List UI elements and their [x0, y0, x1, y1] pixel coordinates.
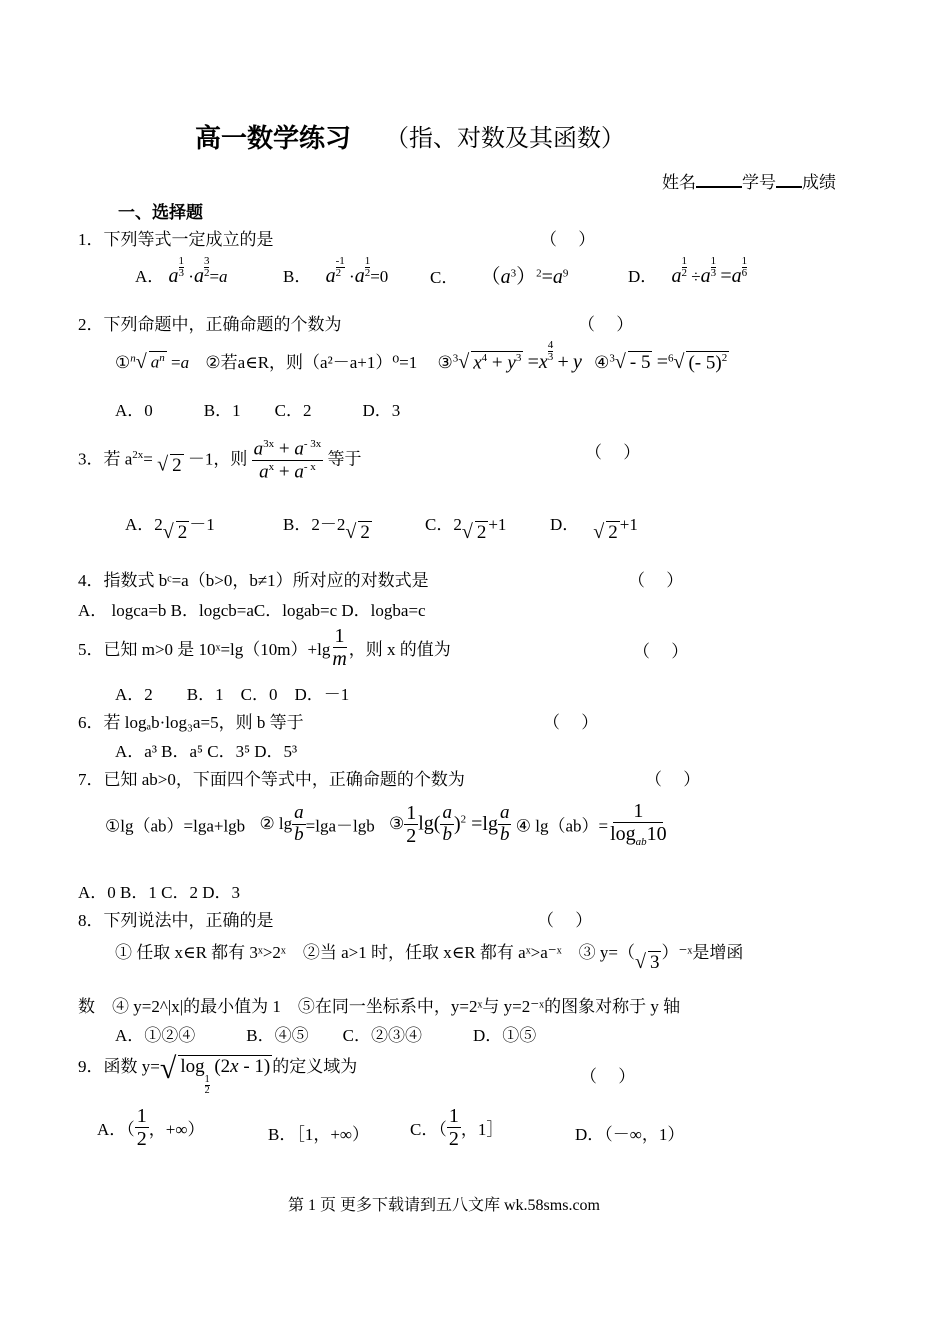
q3-option-c[interactable]: C．2√ 2 +1	[425, 515, 507, 543]
q7-item-2-tail: =lga－lgb	[305, 816, 375, 836]
q3-option-c-label: C．2	[425, 515, 462, 534]
page-title: 高一数学练习	[195, 123, 352, 153]
student-info	[662, 168, 836, 193]
q3-paren: （ ）	[585, 443, 641, 462]
q9-option-c-label: C．（	[410, 1120, 447, 1139]
score-label: 成绩	[802, 173, 836, 192]
page-subtitle: （指、对数及其函数）	[385, 126, 625, 152]
q4-paren: （ ）	[628, 571, 684, 590]
q2-stem: 2．下列命题中，正确命题的个数为	[78, 315, 342, 334]
number-label: 学号	[742, 173, 776, 192]
q3-stem-post: －1，则	[187, 449, 248, 469]
q9-option-c[interactable]: C．（ $\frac{1}{2}$ ，1］	[410, 1105, 504, 1150]
q7-item-3: ③	[389, 814, 405, 834]
q3-option-c-tail: +1	[488, 515, 507, 534]
q9-option-a[interactable]: A．（ $\frac{1}{2}$ ，+∞）	[97, 1105, 205, 1150]
q2-item-4: ④	[594, 353, 610, 372]
q3-option-b[interactable]: B．2－2√ 2	[283, 515, 370, 543]
q8-options: A．①②④ B．④⑤ C．②③④ D．①⑤	[115, 1026, 537, 1045]
q3-stem: 3．若 $a^{2x}=$ √ 2 －1，则 $\frac{a^{3x} + a^{- 3x}}{a^x + a^{- x}}$ 等于	[78, 438, 362, 483]
q7-options: A．0 B．1 C．2 D．3	[78, 883, 240, 902]
q9-option-b[interactable]: B．［1，+∞）	[268, 1125, 370, 1144]
q5-stem: 5．已知 m>0 是 10ˣ=lg（10m）+lg $\frac{1}{m}$ ，则 x 的值为	[78, 625, 451, 670]
q9-paren: （ ）	[580, 1067, 636, 1086]
q3-option-d-label: D．	[550, 515, 580, 534]
q5-stem-pre: 5．已知 m>0 是 10ˣ=lg（10m）+lg	[78, 640, 331, 659]
q1-option-c-label: C．	[430, 268, 459, 287]
q4-options: A． logca=b B．logcb=aC．logab=c D．logba=c	[78, 601, 426, 620]
q7-stem: 7．已知 ab>0，下面四个等式中，正确命题的个数为	[78, 770, 465, 789]
q5-stem-post: ，则 x 的值为	[348, 640, 451, 659]
q4-stem: 4．指数式 bᶜ=a（b>0，b≠1）所对应的对数式是	[78, 571, 429, 590]
q2-paren: （ ）	[578, 315, 634, 334]
q3-stem-end: 等于	[327, 449, 362, 469]
q2-item-3: ③	[437, 353, 453, 372]
q3-stem-eq: =	[143, 449, 153, 469]
q3-stem-pre: 3．若 a	[78, 449, 133, 469]
q3-option-d-tail: +1	[619, 515, 638, 534]
q9-stem: 9．函数 y=√ log $\frac{1}{2}$ (2x - 1) 的定义域为	[78, 1052, 358, 1096]
q1-stem: 1．下列等式一定成立的是	[78, 230, 274, 249]
q1-option-a[interactable]: A． a $\frac{1}{3}$ ·a $\frac{3}{2}$ =a	[135, 255, 228, 287]
q8-stem: 8．下列说法中，正确的是	[78, 911, 274, 930]
q1-option-d[interactable]: D． a $\frac{1}{2}$ ÷a $\frac{1}{3}$ =a $\frac{1}{6}$	[628, 255, 748, 287]
q8-paren: （ ）	[537, 911, 593, 930]
q6-stem: 6．若 logₐb·log₃a=5，则 b 等于	[78, 713, 304, 732]
q1-option-d-label: D．	[628, 267, 658, 286]
q2-item-2-body: a∈R，则（a²－a+1）⁰=1	[237, 353, 418, 372]
q1-paren: （ ）	[540, 230, 596, 249]
q5-paren: （ ）	[633, 642, 689, 661]
q1-option-b[interactable]: B． a $\frac{-1}{2}$ ·a $\frac{1}{2}$ =0	[283, 255, 389, 287]
q5-options: A．2 B．1 C．0 D．－1	[115, 685, 350, 704]
q7-item-4: ④ lg（ab）=	[515, 816, 609, 836]
q7-item-2: ② lg	[259, 814, 293, 834]
q3-option-d[interactable]: D． √ 2 +1	[550, 515, 638, 543]
page-footer: 第 1 页 更多下载请到五八文库 wk.58sms.com	[288, 1197, 601, 1214]
q3-option-a-tail: －1	[189, 515, 215, 534]
q3-option-a[interactable]: A．2√ 2 －1	[125, 515, 215, 543]
q7-item-1: ①lg（ab）=lga+lgb	[105, 816, 246, 836]
q2-options: A．0 B．1 C．2 D．3	[115, 401, 401, 420]
q9-option-a-tail: ，+∞）	[148, 1120, 205, 1139]
section-heading: 一、选择题	[118, 203, 203, 222]
q8-line-2: 数 ④ y=2^|x|的最小值为 1 ⑤在同一坐标系中，y=2ˣ与 y=2⁻ˣ的图象对称于 y 轴	[78, 997, 681, 1016]
name-label: 姓名	[662, 173, 696, 192]
q6-options: A．a³ B．a⁵ C．3⁵ D．5³	[115, 742, 298, 761]
q2-item-2: ②若	[205, 353, 238, 372]
q3-option-a-label: A．2	[125, 515, 163, 534]
q9-option-a-label: A．（	[97, 1120, 135, 1139]
q9-option-d[interactable]: D．（－∞，1）	[575, 1125, 685, 1144]
q8-line-1: ① 任取 x∈R 都有 3ˣ>2ˣ ②当 a>1 时，任取 x∈R 都有 aˣ>a⁻ˣ ③ y=（√ 3 ）⁻ˣ是增函	[115, 943, 744, 973]
q9-stem-post: 的定义域为	[272, 1057, 358, 1076]
q1-option-a-label: A．	[135, 267, 165, 286]
q3-option-b-label: B．2－2	[283, 515, 346, 534]
q8-line-1a: ① 任取 x∈R 都有 3ˣ>2ˣ ②当 a>1 时，任取 x∈R 都有 aˣ>a⁻ˣ ③ y=（	[115, 943, 635, 962]
q8-line-1b: ）⁻ˣ是增函	[661, 943, 744, 962]
number-blank[interactable]	[776, 172, 802, 188]
name-blank[interactable]	[696, 172, 742, 188]
q1-option-c[interactable]: C． $(a^3)^2=a^9$	[430, 266, 569, 288]
q7-paren: （ ）	[645, 770, 701, 789]
q7-items: ①lg（ab）=lga+lgb ② lg $\frac{a}{b}$ =lga－lgb ③ $\frac{1}{2}$ lg( $\frac{a}{b}$ )$^2$ =lg $\frac{a}{b}$ ④ lg（ab）= $\frac{1}{\log_{ab}10}$	[105, 800, 667, 848]
q2-item-1: ①	[115, 353, 131, 372]
q9-option-c-tail: ，1］	[460, 1120, 504, 1139]
q2-items: ①$^n$√ $a^n =a$ ②若a∈R，则（a²－a+1）⁰=1 ③$^3$√ $x^4 + y^3 =x$ $\frac{4}{3}$ + y ④$^3$√ - 5 =$^6$√ (- 5)$^2$	[115, 339, 728, 373]
q9-stem-pre: 9．函数 y=	[78, 1057, 160, 1076]
q6-paren: （ ）	[543, 713, 599, 732]
q1-option-b-label: B．	[283, 267, 312, 286]
